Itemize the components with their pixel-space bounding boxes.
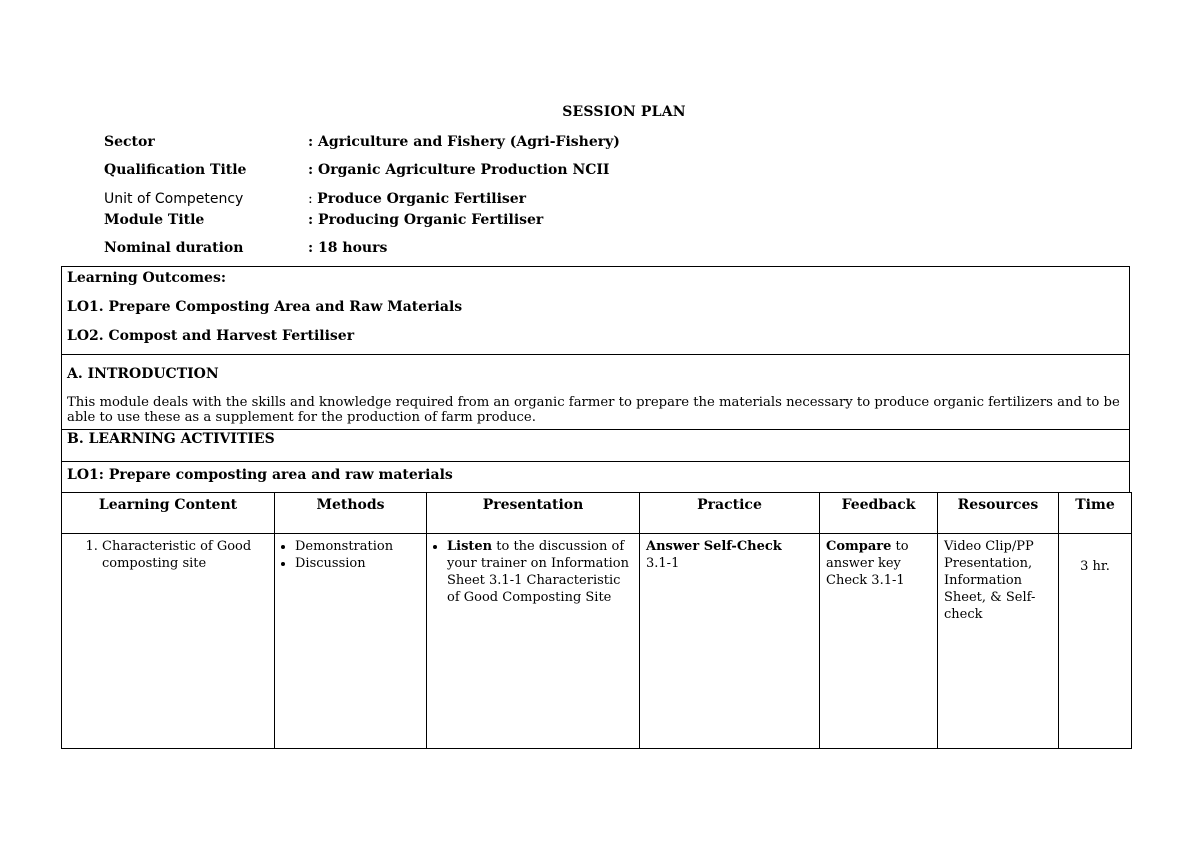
table-row <box>62 534 1132 749</box>
practice-text: 3.1-1 <box>646 556 680 571</box>
column-header: Learning Content <box>62 493 275 534</box>
header-value: : Agriculture and Fishery (Agri-Fishery) <box>308 134 620 150</box>
introduction-heading: A. INTRODUCTION <box>67 366 219 382</box>
header-value: : Organic Agriculture Production NCII <box>308 162 610 178</box>
divider <box>61 429 1130 430</box>
feedback-cell <box>820 534 938 749</box>
column-header: Practice <box>640 493 820 534</box>
time-cell <box>1059 534 1132 749</box>
presentation-item <box>447 538 633 606</box>
plan-content <box>61 266 1130 493</box>
presentation-verb: Listen <box>447 539 493 554</box>
header-label: Unit of Competency <box>104 191 244 207</box>
learning-activities-heading: B. LEARNING ACTIVITIES <box>67 431 275 447</box>
practice-cell <box>640 534 820 749</box>
learning-content-cell <box>62 534 275 749</box>
presentation-text: to the discussion of your trainer on Information Sheet 3.1-1 Characteristic of Good Composting Site <box>447 539 629 605</box>
header-label: Qualification Title <box>104 162 247 178</box>
feedback-text: to answer key Check 3.1-1 <box>826 539 909 588</box>
header-label: Nominal duration <box>104 240 244 256</box>
feedback-verb: Compare <box>826 539 892 554</box>
table-header-row <box>62 493 1132 534</box>
divider <box>61 354 1130 355</box>
header-label: Sector <box>104 134 155 150</box>
activities-table <box>61 492 1132 749</box>
method-item: • Demonstration <box>295 538 420 555</box>
learning-outcomes-heading: Learning Outcomes: <box>67 270 227 286</box>
header-value: : 18 hours <box>308 240 388 256</box>
header-label: Module Title <box>104 212 205 228</box>
introduction-body: This module deals with the skills and knowledge required from an organic farmer to prepare the materials necessary to produce organic fertilizers and to be able to use these as a supplement for the production of farm produce. <box>67 395 1120 425</box>
methods-cell <box>275 534 427 749</box>
method-item: • Discussion <box>295 555 420 572</box>
resources-cell: Video Clip/PP Presentation, Information Sheet, & Self-check <box>938 534 1059 749</box>
column-header: Resources <box>938 493 1059 534</box>
lo2-text: LO2. Compost and Harvest Fertiliser <box>67 328 355 344</box>
column-header: Methods <box>275 493 427 534</box>
column-header: Presentation <box>427 493 640 534</box>
time-value: 3 hr. <box>1080 559 1110 574</box>
column-header: Feedback <box>820 493 938 534</box>
header-value: : Producing Organic Fertiliser <box>308 212 544 228</box>
presentation-cell <box>427 534 640 749</box>
document-title: SESSION PLAN <box>562 104 686 120</box>
lo1-text: LO1. Prepare Composting Area and Raw Materials <box>67 299 463 315</box>
column-header: Time <box>1059 493 1132 534</box>
learning-content-item: 1. Characteristic of Good composting site <box>102 538 268 572</box>
divider <box>61 461 1130 462</box>
practice-verb: Answer Self-Check <box>646 539 782 554</box>
lo1-activity-heading: LO1: Prepare composting area and raw materials <box>67 467 453 483</box>
header-value: Produce Organic Fertiliser <box>317 191 527 207</box>
